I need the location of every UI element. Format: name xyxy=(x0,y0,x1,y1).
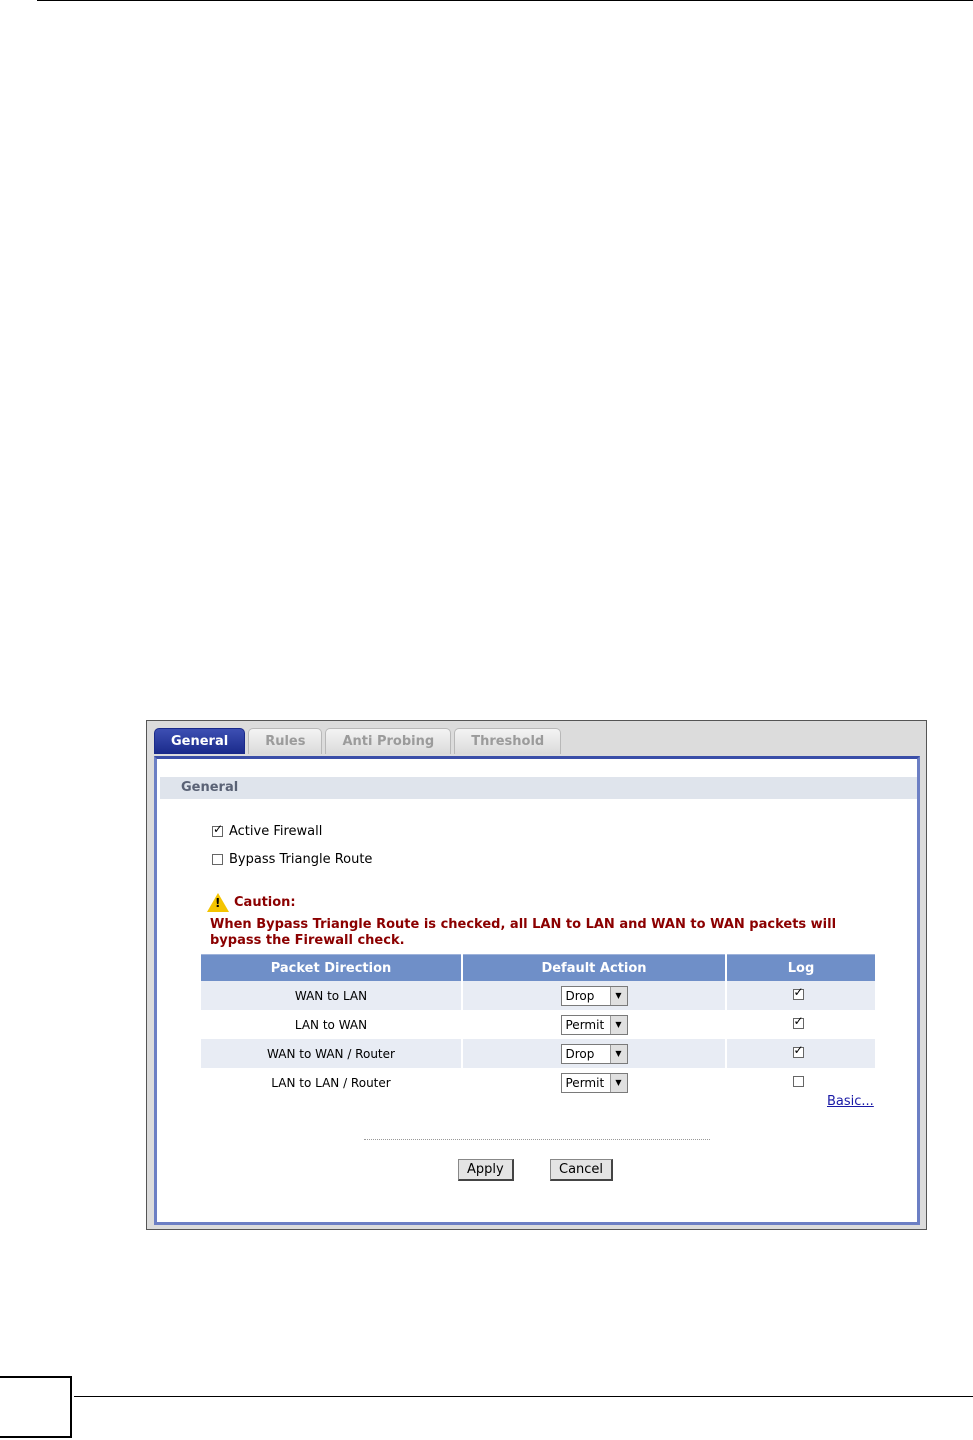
action-select[interactable] xyxy=(561,1015,628,1035)
tab-general[interactable]: General xyxy=(154,728,245,754)
log-checkbox[interactable] xyxy=(793,1076,804,1087)
action-select[interactable] xyxy=(561,1073,628,1093)
log-checkbox[interactable] xyxy=(793,1018,804,1029)
header-default-action: Default Action xyxy=(463,954,725,981)
tab-rules[interactable]: Rules xyxy=(248,728,322,754)
active-firewall-label: Active Firewall xyxy=(229,824,323,839)
bypass-triangle-checkbox[interactable] xyxy=(212,854,223,865)
caution-heading xyxy=(207,893,296,912)
direction-cell: LAN to WAN xyxy=(294,1017,368,1032)
caution-text: When Bypass Triangle Route is checked, all LAN to LAN and WAN to WAN packets will bypass the Firewall check. xyxy=(210,917,837,948)
caution-title: Caution: xyxy=(234,895,296,910)
divider xyxy=(364,1139,710,1140)
action-value: Permit xyxy=(565,1017,605,1032)
bypass-triangle-row xyxy=(212,852,372,867)
bottom-rule xyxy=(74,1396,973,1397)
chevron-down-icon[interactable]: ▼ xyxy=(610,1045,627,1063)
active-firewall-checkbox[interactable] xyxy=(212,826,223,837)
tab-anti-probing[interactable]: Anti Probing xyxy=(325,728,451,754)
bypass-triangle-label: Bypass Triangle Route xyxy=(229,852,373,867)
tab-threshold[interactable]: Threshold xyxy=(454,728,561,754)
action-value: Drop xyxy=(565,1046,595,1061)
cancel-button[interactable]: Cancel xyxy=(550,1159,613,1181)
top-rule xyxy=(37,0,973,1)
chevron-down-icon[interactable]: ▼ xyxy=(610,1074,627,1092)
log-checkbox[interactable] xyxy=(793,1047,804,1058)
table-row xyxy=(201,1039,875,1068)
table-row xyxy=(201,981,875,1010)
direction-cell: WAN to WAN / Router xyxy=(201,1039,461,1068)
action-select[interactable] xyxy=(561,1044,628,1064)
basic-link[interactable]: Basic... xyxy=(827,1094,874,1109)
apply-button[interactable]: Apply xyxy=(458,1159,514,1181)
action-select[interactable] xyxy=(561,986,628,1006)
general-panel xyxy=(154,756,920,1225)
active-firewall-row xyxy=(212,824,322,839)
default-rules-table xyxy=(199,954,877,1097)
log-checkbox[interactable] xyxy=(793,989,804,1000)
table-row xyxy=(201,1010,875,1039)
table-row xyxy=(201,1068,875,1097)
page-number-box xyxy=(0,1376,72,1438)
tab-bar xyxy=(154,728,564,756)
firewall-window xyxy=(146,720,927,1230)
action-value: Drop xyxy=(565,988,595,1003)
chevron-down-icon[interactable]: ▼ xyxy=(610,987,627,1005)
section-title: General xyxy=(160,777,917,799)
chevron-down-icon[interactable]: ▼ xyxy=(610,1016,627,1034)
warning-icon xyxy=(207,893,229,912)
header-packet-direction: Packet Direction xyxy=(201,954,461,981)
direction-cell: LAN to LAN / Router xyxy=(271,1075,391,1090)
action-value: Permit xyxy=(565,1075,605,1090)
direction-cell: WAN to LAN xyxy=(201,981,461,1010)
header-log: Log xyxy=(727,954,875,981)
